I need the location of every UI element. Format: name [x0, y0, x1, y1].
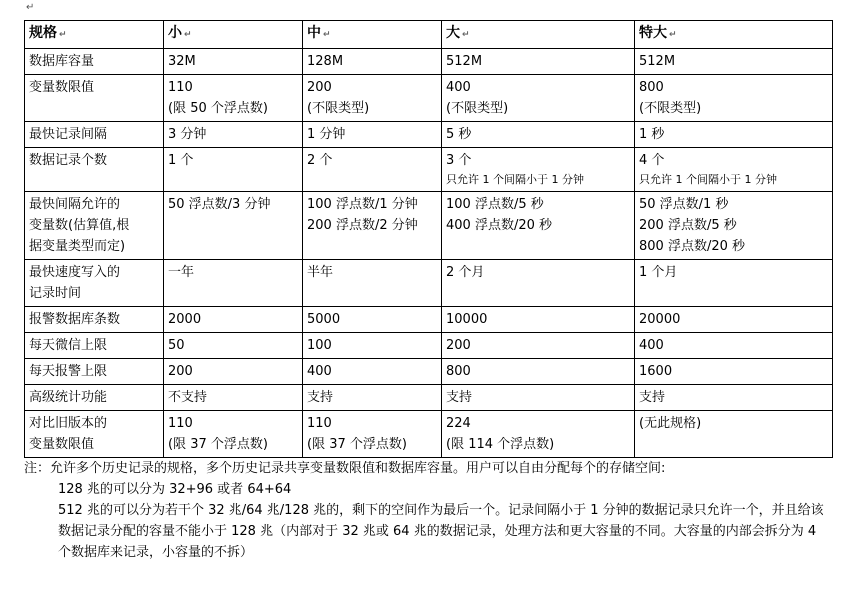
table-cell [164, 411, 303, 458]
row-label: 对比旧版本的 [29, 416, 108, 431]
cell-line: 200 浮点数/5 秒 [639, 218, 737, 233]
header-cell [303, 21, 442, 49]
row-label: 变量数限值 [29, 80, 95, 95]
table-cell [635, 122, 833, 148]
cell-line: 支持 [307, 390, 334, 405]
cell-line: 400 [307, 364, 332, 379]
row-label-cell [25, 148, 164, 192]
row-label-cell [25, 385, 164, 411]
note-line-2: 128 兆的可以分为 32+96 或者 64+64 [58, 482, 292, 497]
row-label: 据变量类型而定) [29, 239, 126, 254]
row-label: 记录时间 [29, 286, 82, 301]
table-row [25, 148, 833, 192]
cell-line: (不限类型) [639, 101, 702, 116]
cell-line: 3 个 [446, 153, 472, 168]
table-row [25, 260, 833, 307]
cell-line: 只允许 1 个间隔小于 1 分钟 [639, 173, 777, 186]
cell-line: 512M [446, 54, 483, 69]
cell-line: 100 [307, 338, 332, 353]
row-label-cell [25, 260, 164, 307]
table-cell [164, 122, 303, 148]
table-cell [635, 260, 833, 307]
cell-line: 一年 [168, 265, 195, 280]
table-row [25, 192, 833, 260]
row-label-cell [25, 307, 164, 333]
table-cell [635, 49, 833, 75]
cell-line: 200 [168, 364, 193, 379]
table-cell [442, 260, 635, 307]
table-row [25, 359, 833, 385]
table-cell [442, 192, 635, 260]
cell-line: 100 浮点数/5 秒 [446, 197, 544, 212]
row-label: 最快记录间隔 [29, 127, 108, 142]
table-row [25, 307, 833, 333]
cell-line: 400 浮点数/20 秒 [446, 218, 552, 233]
table-cell [303, 75, 442, 122]
table-cell [303, 122, 442, 148]
table-cell [442, 307, 635, 333]
row-label-cell [25, 411, 164, 458]
table-cell [164, 148, 303, 192]
table-cell [635, 411, 833, 458]
table-row [25, 122, 833, 148]
table-cell [442, 385, 635, 411]
cell-line: 128M [307, 54, 344, 69]
header-label: 大 [446, 25, 460, 41]
table-cell [303, 333, 442, 359]
cell-line: (限 37 个浮点数) [168, 437, 268, 452]
header-label: 小 [168, 25, 182, 41]
notes-section [24, 458, 824, 563]
cell-line: 400 [446, 80, 471, 95]
row-label: 数据库容量 [29, 54, 95, 69]
cell-line: 800 浮点数/20 秒 [639, 239, 745, 254]
spec-table [24, 20, 833, 458]
row-label: 报警数据库条数 [29, 312, 121, 327]
header-cell [25, 21, 164, 49]
table-cell [635, 148, 833, 192]
cell-line: 1 个月 [639, 265, 678, 280]
cell-line: (无此规格) [639, 416, 702, 431]
header-row [25, 21, 833, 49]
table-cell [635, 307, 833, 333]
table-cell [303, 359, 442, 385]
cell-line: 2000 [168, 312, 202, 327]
table-cell [164, 333, 303, 359]
cell-line: 800 [639, 80, 664, 95]
cell-line: 50 浮点数/3 分钟 [168, 197, 271, 212]
cell-line: 50 [168, 338, 185, 353]
header-label: 中 [307, 25, 321, 41]
row-label: 每天微信上限 [29, 338, 108, 353]
paragraph-mark: ↵ [184, 30, 192, 40]
table-cell [303, 192, 442, 260]
cell-line: 110 [168, 80, 193, 95]
table-cell [635, 333, 833, 359]
cell-line: 支持 [446, 390, 473, 405]
cell-line: 20000 [639, 312, 681, 327]
paragraph-mark: ↵ [26, 2, 35, 13]
cell-line: 10000 [446, 312, 488, 327]
cell-line: 5000 [307, 312, 341, 327]
table-cell [635, 192, 833, 260]
table-row [25, 75, 833, 122]
cell-line: (限 50 个浮点数) [168, 101, 268, 116]
row-label-cell [25, 75, 164, 122]
header-cell [164, 21, 303, 49]
cell-line: 110 [168, 416, 193, 431]
row-label: 高级统计功能 [29, 390, 108, 405]
row-label-cell [25, 333, 164, 359]
cell-line: 800 [446, 364, 471, 379]
cell-line: 支持 [639, 390, 666, 405]
cell-line: 224 [446, 416, 471, 431]
table-cell [442, 411, 635, 458]
cell-line: 1 分钟 [307, 127, 346, 142]
cell-line: (不限类型) [307, 101, 370, 116]
table-cell [164, 260, 303, 307]
row-label: 最快速度写入的 [29, 265, 121, 280]
row-label-cell [25, 192, 164, 260]
table-cell [303, 307, 442, 333]
table-cell [442, 122, 635, 148]
row-label: 最快间隔允许的 [29, 197, 121, 212]
cell-line: (限 37 个浮点数) [307, 437, 407, 452]
header-label: 规格 [29, 25, 57, 41]
table-row [25, 49, 833, 75]
table-cell [442, 148, 635, 192]
cell-line: 50 浮点数/1 秒 [639, 197, 729, 212]
cell-line: 1 秒 [639, 127, 665, 142]
paragraph-mark: ↵ [669, 30, 677, 40]
table-cell [442, 359, 635, 385]
table-cell [442, 333, 635, 359]
cell-line: 4 个 [639, 153, 665, 168]
cell-line: 110 [307, 416, 332, 431]
table-cell [442, 75, 635, 122]
row-label: 变量数限值 [29, 437, 95, 452]
cell-line: (限 114 个浮点数) [446, 437, 555, 452]
row-label: 数据记录个数 [29, 153, 108, 168]
cell-line: 2 个月 [446, 265, 485, 280]
table-cell [164, 307, 303, 333]
cell-line: 32M [168, 54, 196, 69]
cell-line: 只允许 1 个间隔小于 1 分钟 [446, 173, 584, 186]
paragraph-mark: ↵ [323, 30, 331, 40]
row-label-cell [25, 359, 164, 385]
table-cell [303, 260, 442, 307]
cell-line: 3 分钟 [168, 127, 207, 142]
row-label-cell [25, 122, 164, 148]
table-cell [164, 359, 303, 385]
cell-line: (不限类型) [446, 101, 509, 116]
table-cell [164, 75, 303, 122]
cell-line: 1 个 [168, 153, 194, 168]
table-cell [303, 411, 442, 458]
cell-line: 100 浮点数/1 分钟 [307, 197, 418, 212]
cell-line: 200 浮点数/2 分钟 [307, 218, 418, 233]
row-label: 变量数(估算值,根 [29, 218, 130, 233]
header-label: 特大 [639, 25, 667, 41]
table-cell [164, 192, 303, 260]
table-cell [303, 385, 442, 411]
row-label-cell [25, 49, 164, 75]
cell-line: 200 [307, 80, 332, 95]
table-cell [164, 49, 303, 75]
table-cell [303, 49, 442, 75]
row-label: 每天报警上限 [29, 364, 108, 379]
header-cell [635, 21, 833, 49]
table-row [25, 411, 833, 458]
header-cell [442, 21, 635, 49]
table-cell [635, 385, 833, 411]
note-line-1: 注：允许多个历史记录的规格，多个历史记录共享变量数限值和数据库容量。用户可以自由分配每个的存储空间: [24, 461, 666, 476]
note-line-3: 512 兆的可以分为若干个 32 兆/64 兆/128 兆的，剩下的空间作为最后一个。记录间隔小于 1 分钟的数据记录只允许一个，并且给该数据记录分配的容量不能小于 128 兆（内部对于 32 兆或 64 兆的数据记录，处理方法和更大容量的不同。大容量的内部会拆分为 4 个数据库来记录，小容量的不拆） [58, 503, 824, 560]
table-row [25, 385, 833, 411]
table-cell [635, 75, 833, 122]
table-row [25, 333, 833, 359]
cell-line: 半年 [307, 265, 334, 280]
table-cell [442, 49, 635, 75]
cell-line: 512M [639, 54, 676, 69]
table-cell [303, 148, 442, 192]
cell-line: 2 个 [307, 153, 333, 168]
table-cell [164, 385, 303, 411]
cell-line: 200 [446, 338, 471, 353]
cell-line: 1600 [639, 364, 673, 379]
cell-line: 5 秒 [446, 127, 472, 142]
cell-line: 400 [639, 338, 664, 353]
paragraph-mark: ↵ [59, 30, 67, 40]
paragraph-mark: ↵ [462, 30, 470, 40]
cell-line: 不支持 [168, 390, 208, 405]
table-cell [635, 359, 833, 385]
